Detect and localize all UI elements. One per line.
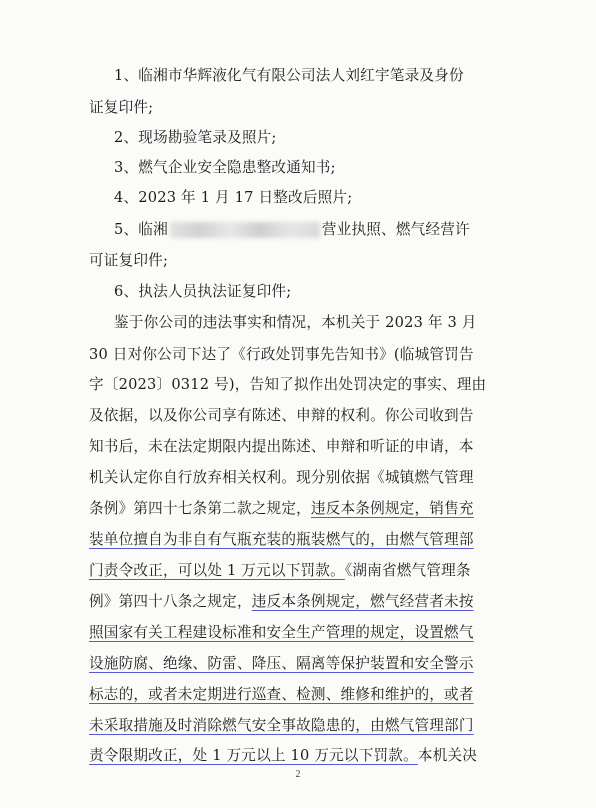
underlined-text: 照国家有关工程建设标准和安全生产管理的规定，设置燃气 bbox=[89, 624, 474, 641]
text-segment: 6、执法人员执法证复印件; bbox=[114, 283, 292, 300]
text-line bbox=[89, 530, 474, 550]
underlined-text: 标志的，或者未定期进行巡查、检测、维修和维护的，或者 bbox=[89, 686, 474, 703]
text-line bbox=[114, 66, 464, 86]
text-segment: 2、现场勘验笔录及照片; bbox=[114, 129, 277, 146]
text-line bbox=[114, 313, 477, 333]
underlined-text: 门责令改正，可以处 1 万元以下罚款。 bbox=[89, 562, 345, 579]
text-line bbox=[89, 468, 474, 488]
text-line bbox=[89, 561, 471, 581]
page-number: 2 bbox=[295, 769, 301, 780]
text-line bbox=[89, 592, 474, 612]
underlined-text: 责令限期改正，处 1 万元以上 10 万元以下罚款。 bbox=[89, 747, 418, 764]
underlined-text: 违反本条例规定，销售充 bbox=[310, 500, 474, 517]
text-segment: 字〔2023〕0312 号)，告知了拟作出处罚决定的事实、理由 bbox=[89, 376, 487, 393]
text-line bbox=[114, 220, 470, 240]
text-segment: 30 日对你公司下达了《行政处罚事先告知书》(临城管罚告 bbox=[89, 346, 474, 363]
text-line bbox=[89, 746, 477, 766]
underlined-text: 设施防腐、绝缘、防雷、降压、隔离等保护装置和安全警示 bbox=[89, 655, 474, 672]
text-segment: 例》第四十八条之规定， bbox=[89, 593, 252, 610]
text-line bbox=[114, 158, 336, 178]
text-line bbox=[89, 716, 474, 736]
text-segment: 机关认定你自行放弃相关权利。现分别依据《城镇燃气管理 bbox=[89, 469, 474, 486]
underlined-text: 违反本条例规定，燃气经营者未按 bbox=[251, 593, 474, 610]
text-segment: 鉴于你公司的违法事实和情况，本机关于 2023 年 3 月 bbox=[114, 314, 477, 331]
text-segment: 可证复印件; bbox=[89, 252, 169, 269]
text-line bbox=[89, 375, 486, 395]
text-segment: 本机关决 bbox=[417, 747, 478, 764]
text-line bbox=[89, 345, 474, 365]
text-segment: 1、临湘市华辉液化气有限公司法人刘红宇笔录及身份 bbox=[114, 67, 464, 84]
text-line bbox=[89, 98, 153, 118]
underlined-text: 装单位擅自为非自有气瓶充装的瓶装燃气的，由燃气管理部 bbox=[89, 531, 474, 548]
text-segment: 4、2023 年 1 月 17 日整改后照片; bbox=[114, 189, 353, 206]
text-segment: 及依据，以及你公司享有陈述、申辩的权利。你公司收到告 bbox=[89, 407, 474, 424]
text-line bbox=[89, 685, 474, 705]
text-line bbox=[114, 188, 352, 208]
text-segment: 5、临湘 bbox=[114, 221, 168, 238]
text-line bbox=[89, 437, 474, 457]
text-line bbox=[89, 406, 474, 426]
text-segment: 证复印件; bbox=[89, 99, 154, 116]
text-line bbox=[89, 623, 474, 643]
text-segment: 知书后，未在法定期限内提出陈述、申辩和听证的申请，本 bbox=[89, 438, 474, 455]
text-segment: 《湖南省燃气管理条 bbox=[344, 562, 471, 579]
text-line bbox=[89, 499, 474, 519]
underlined-text: 未采取措施及时消除燃气安全事故隐患的，由燃气管理部门 bbox=[89, 717, 474, 734]
text-line bbox=[89, 654, 474, 674]
text-line bbox=[114, 282, 291, 302]
text-segment: 条例》第四十七条第二款之规定， bbox=[89, 500, 311, 517]
text-segment: 3、燃气企业安全隐患整改通知书; bbox=[114, 159, 336, 176]
text-line bbox=[89, 251, 168, 271]
text-line bbox=[114, 128, 277, 148]
text-segment: 营业执照、燃气经营许 bbox=[321, 221, 470, 238]
redacted-text bbox=[170, 222, 320, 238]
